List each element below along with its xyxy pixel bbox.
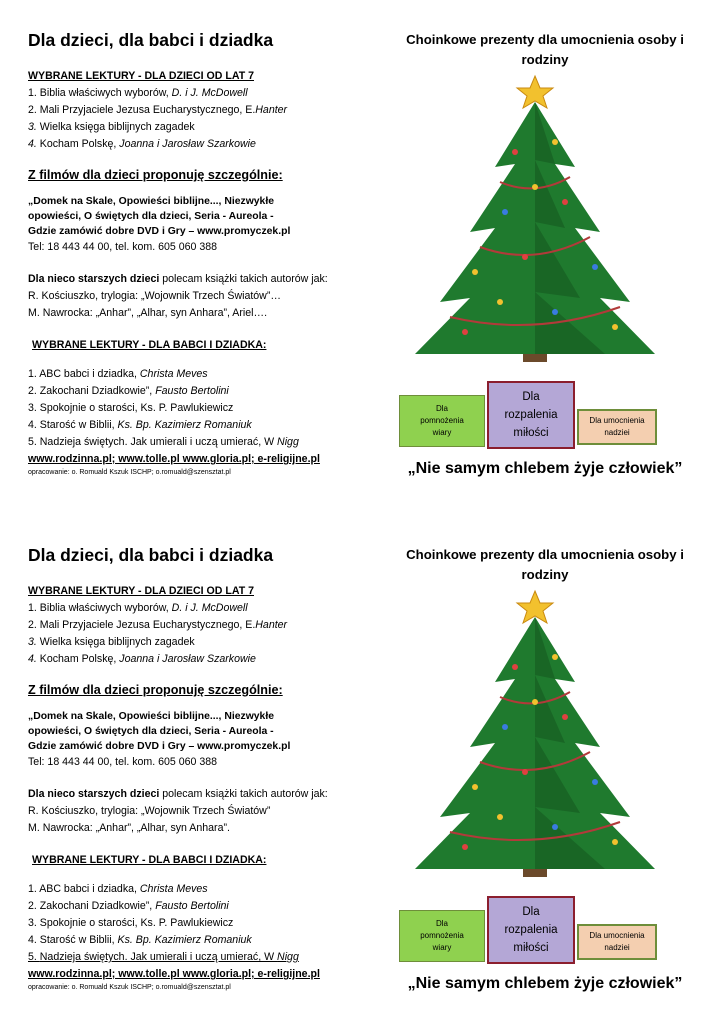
credit-line: opracowanie: o. Romuald Kszuk ISCHP; o.romuald@szensztat.pl (28, 469, 231, 476)
films-heading: Z filmów dla dzieci proponuję szczególnie: (28, 683, 283, 697)
gift-box-label: Dla umocnienia (589, 931, 645, 940)
older-kids-block (28, 271, 388, 322)
gift-box-label: Dla (522, 391, 540, 403)
gift-box-label: pomnożenia (420, 416, 464, 425)
list-item: 4. Kocham Polskę, Joanna i Jarosław Szarkowie (28, 653, 256, 665)
gift-box-label: miłości (513, 942, 549, 954)
author-line: M. Nawrocka: „Anhar”, „Alhar, syn Anhara”. (28, 822, 230, 834)
gift-box-label: pomnożenia (420, 931, 464, 940)
gift-box-label: Dla umocnienia (589, 416, 645, 425)
leaflet-title: Dla dzieci, dla babci i dziadka (28, 545, 274, 565)
gifts-title: Choinkowe prezenty dla umocnienia osoby i rodziny (406, 32, 684, 67)
list-item: 5. Nadzieja świętych. Jak umierali i uczą umierać, W Nigg (28, 951, 299, 963)
list-item: 4. Starość w Biblii, Ks. Bp. Kazimierz Romaniuk (28, 419, 252, 431)
list-item: 2. Zakochani Dziadkowie”, Fausto Bertolini (28, 385, 229, 397)
gift-box-hope (577, 409, 657, 445)
telephone-line: Tel: 18 443 44 00, tel. kom. 605 060 388 (28, 756, 218, 768)
list-item: 4. Starość w Biblii, Ks. Bp. Kazimierz Romaniuk (28, 934, 252, 946)
film-line: „Domek na Skale, Opowieści biblijne..., Niezwykłe (28, 196, 274, 207)
grandparents-heading: WYBRANE LEKTURY - DLA BABCI I DZIADKA: (32, 854, 267, 866)
film-line: opowieści, O świętych dla dzieci, Seria - Aureola - (28, 726, 274, 737)
film-line: opowieści, O świętych dla dzieci, Seria - Aureola - (28, 211, 274, 222)
list-item: 2. Mali Przyjaciele Jezusa Eucharystycznego, E.Hanter (28, 104, 288, 116)
list-item: 5. Nadzieja świętych. Jak umierali i uczą umierać, W Nigg (28, 436, 299, 448)
gift-box-hope (577, 924, 657, 960)
grandparents-reading-list (28, 852, 388, 993)
christmas-tree-icon (405, 587, 665, 887)
gift-box-label: rozpalenia (504, 924, 558, 936)
gift-box-love (487, 381, 575, 449)
list-item: 1. ABC babci i dziadka, Christa Meves (28, 883, 208, 895)
older-kids-intro: Dla nieco starszych dzieci polecam książki takich autorów jak: (28, 273, 328, 285)
gift-box-faith (399, 910, 485, 962)
author-line: M. Nawrocka: „Anhar”, „Alhar, syn Anhara”, Ariel…. (28, 307, 268, 319)
gift-box-label: Dla (435, 919, 448, 928)
gift-box-love (487, 896, 575, 964)
list-item: 2. Zakochani Dziadkowie”, Fausto Bertolini (28, 900, 229, 912)
film-line: „Domek na Skale, Opowieści biblijne..., Niezwykłe (28, 711, 274, 722)
older-kids-intro: Dla nieco starszych dzieci polecam książki takich autorów jak: (28, 788, 328, 800)
kids-reading-list (28, 68, 388, 153)
gift-box-label: Dla (435, 404, 448, 413)
author-line: R. Kościuszko, trylogia: „Wojownik Trzech Światów” (28, 805, 271, 817)
gift-box-label: wiary (432, 428, 452, 437)
leaflet-title: Dla dzieci, dla babci i dziadka (28, 30, 274, 50)
film-line: Gdzie zamówić dobre DVD i Gry – www.promyczek.pl (28, 226, 291, 237)
credit-line: opracowanie: o. Romuald Kszuk ISCHP; o.romuald@szensztat.pl (28, 984, 231, 991)
list-item: 3. Spokojnie o starości, Ks. P. Pawlukiewicz (28, 402, 234, 414)
films-heading: Z filmów dla dzieci proponuję szczególnie: (28, 168, 283, 182)
gift-box-label: nadziei (604, 943, 630, 952)
leaflet-copy-2 (0, 515, 725, 1024)
author-line: R. Kościuszko, trylogia: „Wojownik Trzech Światów”… (28, 290, 281, 302)
films-block (28, 166, 388, 256)
telephone-line: Tel: 18 443 44 00, tel. kom. 605 060 388 (28, 241, 218, 253)
kids-reading-heading: WYBRANE LEKTURY - DLA DZIECI OD LAT 7 (28, 70, 254, 82)
list-item: 1. Biblia właściwych wyborów, D. i J. McDowell (28, 87, 248, 99)
gift-box-label: miłości (513, 427, 549, 439)
film-line: Gdzie zamówić dobre DVD i Gry – www.promyczek.pl (28, 741, 291, 752)
gift-box-label: nadziei (604, 428, 630, 437)
list-item: 1. ABC babci i dziadka, Christa Meves (28, 368, 208, 380)
motto: „Nie samym chlebem żyje człowiek” (407, 460, 683, 477)
list-item: 2. Mali Przyjaciele Jezusa Eucharystycznego, E.Hanter (28, 619, 288, 631)
older-kids-block (28, 786, 388, 837)
links-line: www.rodzinna.pl; www.tolle.pl www.gloria.pl; e-religijne.pl (28, 968, 320, 980)
links-line: www.rodzinna.pl; www.tolle.pl www.gloria.pl; e-religijne.pl (28, 453, 320, 465)
christmas-tree-icon (405, 72, 665, 372)
gift-box-label: rozpalenia (504, 409, 558, 421)
gifts-title: Choinkowe prezenty dla umocnienia osoby i rodziny (406, 547, 684, 582)
films-block (28, 681, 388, 771)
gift-box-label: Dla (522, 906, 540, 918)
gift-box-faith (399, 395, 485, 447)
list-item: 1. Biblia właściwych wyborów, D. i J. McDowell (28, 602, 248, 614)
list-item: 3. Wielka księga biblijnych zagadek (28, 636, 195, 648)
kids-reading-heading: WYBRANE LEKTURY - DLA DZIECI OD LAT 7 (28, 585, 254, 597)
list-item: 3. Wielka księga biblijnych zagadek (28, 121, 195, 133)
list-item: 3. Spokojnie o starości, Ks. P. Pawlukiewicz (28, 917, 234, 929)
grandparents-reading-list (28, 337, 388, 478)
motto: „Nie samym chlebem żyje człowiek” (407, 975, 683, 992)
list-item: 4. Kocham Polskę, Joanna i Jarosław Szarkowie (28, 138, 256, 150)
grandparents-heading: WYBRANE LEKTURY - DLA BABCI I DZIADKA: (32, 339, 267, 351)
kids-reading-list (28, 583, 388, 668)
gift-box-label: wiary (432, 943, 452, 952)
